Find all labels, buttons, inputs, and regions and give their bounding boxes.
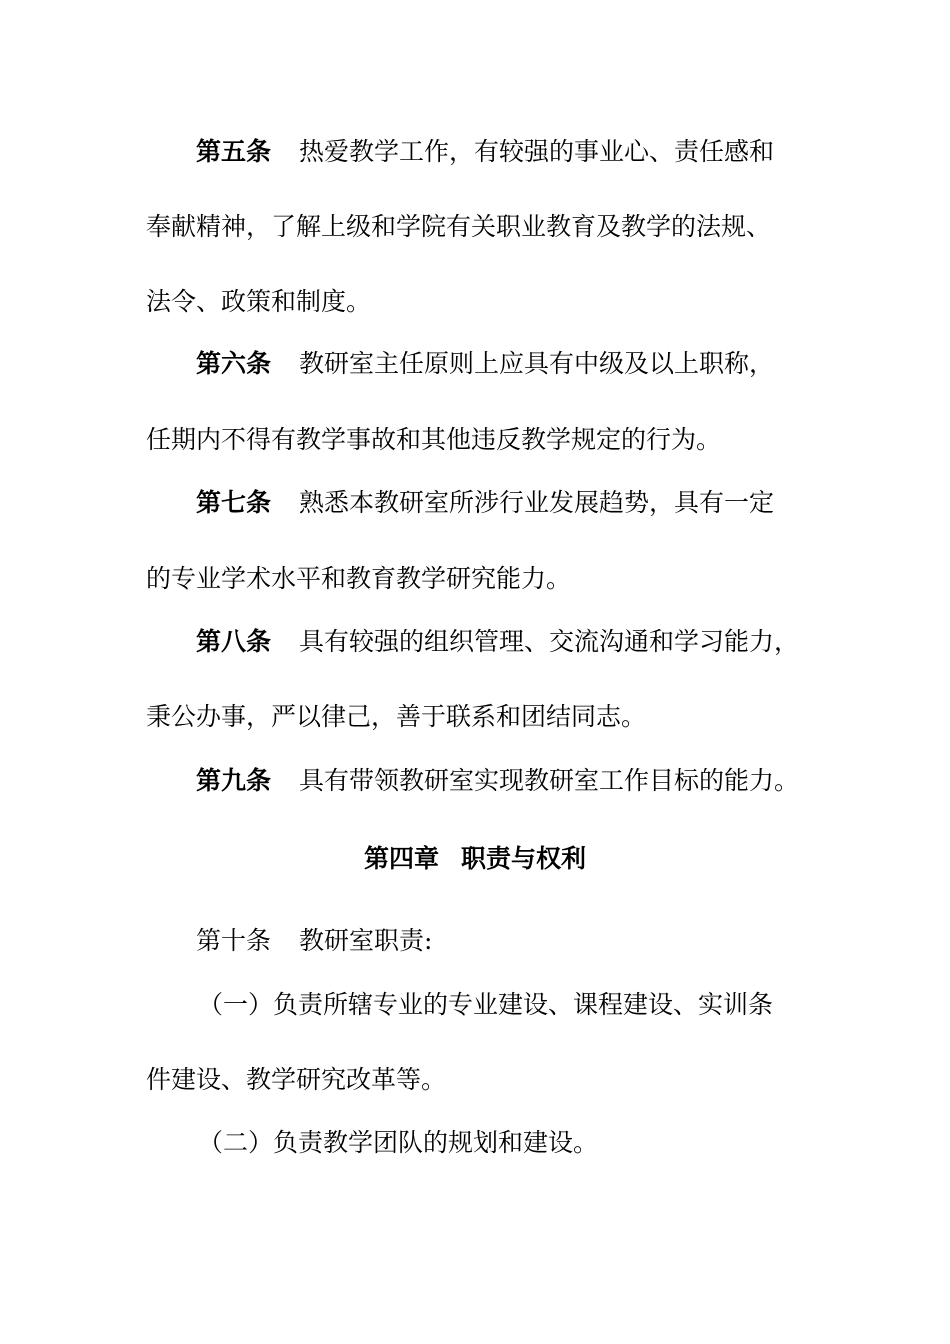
article-7-line-2: 的专业学术水平和教育教学研究能力。	[146, 564, 572, 593]
article-5-label: 第五条	[196, 137, 272, 166]
article-7-text: 熟悉本教研室所涉行业发展趋势，具有一定	[299, 488, 775, 517]
article-5-line-2: 奉献精神，了解上级和学院有关职业教育及教学的法规、	[146, 212, 772, 241]
article-5-line-3: 法令、政策和制度。	[146, 287, 372, 316]
article-5-text: 热爱教学工作，有较强的事业心、责任感和	[299, 137, 775, 166]
item-1-line-1: （一）负责所辖专业的专业建设、课程建设、实训条	[198, 990, 774, 1019]
article-8-text: 具有较强的组织管理、交流沟通和学习能力，	[299, 627, 800, 656]
article-9-label: 第九条	[196, 766, 272, 795]
article-7-line-1	[196, 487, 950, 519]
article-6-line-1	[196, 348, 950, 380]
article-10-text: 教研室职责:	[299, 926, 433, 955]
article-5-line-1	[196, 136, 950, 168]
article-7-label: 第七条	[196, 488, 272, 517]
article-8-line-2: 秉公办事，严以律己，善于联系和团结同志。	[146, 702, 647, 731]
article-6-text: 教研室主任原则上应具有中级及以上职称，	[299, 349, 775, 378]
article-10-line	[196, 925, 950, 957]
article-9-text: 具有带领教研室实现教研室工作目标的能力。	[299, 766, 800, 795]
article-10-label: 第十条	[196, 926, 272, 955]
chapter-heading	[0, 843, 950, 875]
article-6-line-2: 任期内不得有教学事故和其他违反教学规定的行为。	[146, 425, 722, 454]
article-8-line-1	[196, 626, 950, 658]
chapter-title: 职责与权利	[461, 844, 587, 873]
article-9-line-1	[196, 765, 950, 797]
item-2-line-1: （二）负责教学团队的规划和建设。	[198, 1128, 599, 1157]
chapter-number: 第四章	[363, 844, 439, 873]
item-1-line-2: 件建设、教学研究改革等。	[146, 1065, 447, 1094]
article-8-label: 第八条	[196, 627, 272, 656]
article-6-label: 第六条	[196, 349, 272, 378]
